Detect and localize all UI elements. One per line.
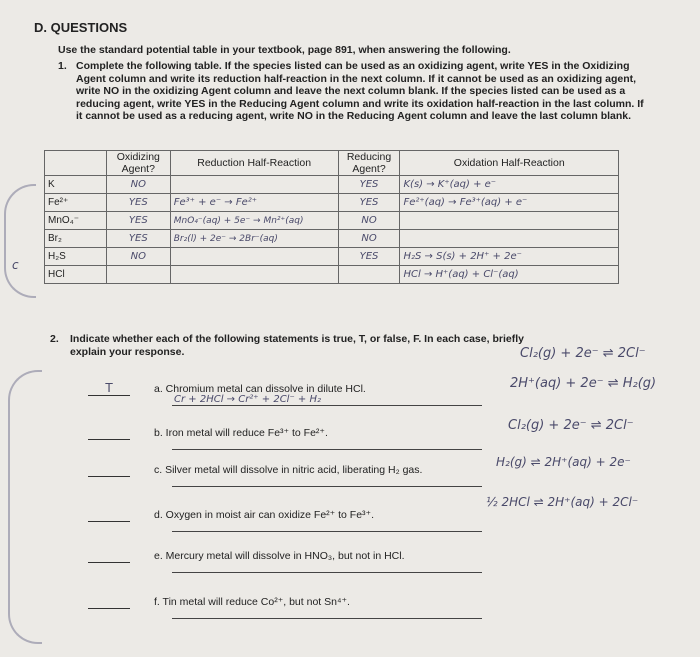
oxidation-half-reaction: H₂S → S(s) + 2H⁺ + 2e⁻ — [400, 248, 619, 266]
statement-e — [88, 550, 508, 566]
oxidizing-answer: NO — [106, 176, 170, 194]
header-reducing-agent: Reducing Agent? — [338, 151, 400, 176]
agent-table — [44, 150, 619, 284]
question-2-number: 2. — [50, 333, 59, 345]
reduction-half-reaction: Br₂(l) + 2e⁻ → 2Br⁻(aq) — [170, 230, 338, 248]
statement-text: d. Oxygen in moist air can oxidize Fe²⁺ to Fe³⁺. — [154, 509, 374, 521]
question-2 — [50, 333, 530, 359]
explanation-line[interactable] — [172, 531, 482, 532]
explanation-line[interactable] — [172, 486, 482, 487]
question-1-number: 1. — [58, 60, 67, 72]
explanation-line[interactable] — [172, 618, 482, 619]
question-2-text: Indicate whether each of the following statements is true, T, or false, F. In each case, briefly explain your response. — [70, 333, 524, 358]
reduction-half-reaction — [170, 176, 338, 194]
header-species — [45, 151, 107, 176]
answer-blank[interactable] — [88, 507, 130, 522]
explanation-line[interactable] — [172, 405, 482, 406]
oxidation-half-reaction — [400, 212, 619, 230]
table-row — [45, 248, 619, 266]
margin-note-3: Cl₂(g) + 2e⁻ ⇌ 2Cl⁻ — [508, 418, 634, 433]
table-row — [45, 194, 619, 212]
reduction-half-reaction: MnO₄⁻(aq) + 5e⁻ → Mn²⁺(aq) — [170, 212, 338, 230]
intro-text: Use the standard potential table in your textbook, page 891, when answering the following. — [58, 44, 511, 56]
reducing-answer: NO — [338, 212, 400, 230]
margin-note-6: c — [12, 258, 19, 272]
statement-text: a. Chromium metal can dissolve in dilute HCl. — [154, 383, 366, 395]
answer-blank[interactable] — [88, 548, 130, 563]
reducing-answer — [338, 266, 400, 284]
statement-a — [88, 381, 508, 405]
header-oxidizing-agent: Oxidizing Agent? — [106, 151, 170, 176]
table-row — [45, 212, 619, 230]
pencil-bracket-1 — [4, 184, 36, 298]
statement-text: f. Tin metal will reduce Co²⁺, but not Sn⁴⁺. — [154, 596, 350, 608]
statement-text: e. Mercury metal will dissolve in HNO₃, but not in HCl. — [154, 550, 405, 562]
question-1 — [58, 60, 648, 123]
statement-text: b. Iron metal will reduce Fe³⁺ to Fe²⁺. — [154, 427, 328, 439]
answer-blank[interactable] — [88, 462, 130, 477]
oxidizing-answer: YES — [106, 194, 170, 212]
reducing-answer: NO — [338, 230, 400, 248]
table-row — [45, 266, 619, 284]
pencil-bracket-2 — [8, 370, 42, 644]
table-row — [45, 230, 619, 248]
explanation-line[interactable] — [172, 572, 482, 573]
table-header-row — [45, 151, 619, 176]
reducing-answer: YES — [338, 176, 400, 194]
species-cell: Br₂ — [45, 230, 107, 248]
statement-d — [88, 509, 508, 525]
oxidizing-answer — [106, 266, 170, 284]
oxidizing-answer: NO — [106, 248, 170, 266]
oxidation-half-reaction — [400, 230, 619, 248]
header-oxidation-half-reaction: Oxidation Half-Reaction — [400, 151, 619, 176]
margin-note-5: ½ 2HCl ⇌ 2H⁺(aq) + 2Cl⁻ — [486, 495, 639, 509]
header-reduction-half-reaction: Reduction Half-Reaction — [170, 151, 338, 176]
oxidation-half-reaction: HCl → H⁺(aq) + Cl⁻(aq) — [400, 266, 619, 284]
species-cell: HCl — [45, 266, 107, 284]
oxidation-half-reaction: K(s) → K⁺(aq) + e⁻ — [400, 176, 619, 194]
statement-c — [88, 464, 508, 480]
statement-b — [88, 427, 508, 443]
oxidation-half-reaction: Fe²⁺(aq) → Fe³⁺(aq) + e⁻ — [400, 194, 619, 212]
table-row — [45, 176, 619, 194]
margin-note-1: Cl₂(g) + 2e⁻ ⇌ 2Cl⁻ — [520, 346, 646, 361]
reduction-half-reaction: Fe³⁺ + e⁻ → Fe²⁺ — [170, 194, 338, 212]
handwritten-work: Cr + 2HCl → Cr²⁺ + 2Cl⁻ + H₂ — [174, 394, 321, 405]
section-heading: D. QUESTIONS — [34, 20, 128, 35]
species-cell: H₂S — [45, 248, 107, 266]
reducing-answer: YES — [338, 248, 400, 266]
statement-text: c. Silver metal will dissolve in nitric acid, liberating H₂ gas. — [154, 464, 423, 476]
species-cell: Fe²⁺ — [45, 194, 107, 212]
answer-blank[interactable] — [88, 594, 130, 609]
answer-blank[interactable] — [88, 425, 130, 440]
oxidizing-answer: YES — [106, 212, 170, 230]
reduction-half-reaction — [170, 248, 338, 266]
species-cell: MnO₄⁻ — [45, 212, 107, 230]
reducing-answer: YES — [338, 194, 400, 212]
margin-note-4: H₂(g) ⇌ 2H⁺(aq) + 2e⁻ — [496, 455, 631, 469]
margin-note-2: 2H⁺(aq) + 2e⁻ ⇌ H₂(g) — [510, 376, 657, 391]
question-1-text: Complete the following table. If the species listed can be used as an oxidizing agent, write YES in the Oxidizing Agent column and write its reduction half-reaction in the next column. If it cannot be used as an oxidizing agent, write NO in the oxidizing Agent column and leave the next column blank. If the species listed can be used as a reducing agent, write YES in the Reducing Agent column and write its oxidation half-reaction in the last column. If it cannot be used as a reducing agent, write NO in the Reducing Agent column and leave the last column blank. — [76, 60, 644, 122]
answer-blank[interactable]: T — [88, 381, 130, 396]
species-cell: K — [45, 176, 107, 194]
oxidizing-answer: YES — [106, 230, 170, 248]
reduction-half-reaction — [170, 266, 338, 284]
statement-f — [88, 596, 508, 612]
explanation-line[interactable] — [172, 449, 482, 450]
